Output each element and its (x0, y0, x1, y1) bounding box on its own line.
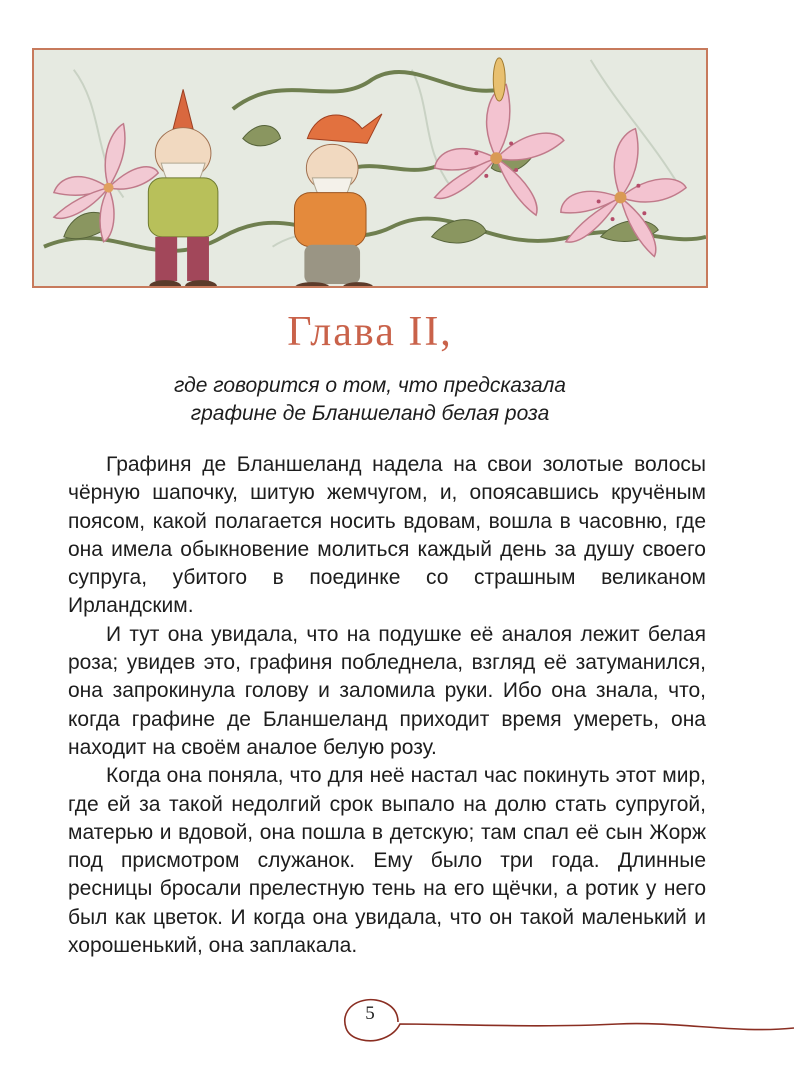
paragraph: Графиня де Бланшеланд надела на свои золотые волосы чёрную шапочку, шитую жемчугом, и, опоясавшись кручёным поясом, какой полагается носить вдовам, вошла в часовню, где она имела обыкновение молиться каждый день за душу своего супруга, убитого в поединке со страшным великаном Ирландским. (68, 453, 706, 618)
page-number-ornament (338, 994, 794, 1054)
chapter-body (68, 451, 706, 960)
chapter-title: Глава II, (287, 309, 453, 355)
gnomes-and-lilies-illustration (32, 48, 708, 288)
chapter-subtitle (0, 372, 740, 428)
page-number: 5 (365, 1003, 375, 1024)
swirl-ornament (338, 994, 794, 1054)
subtitle-line: где говорится о том, что предсказала (174, 374, 566, 397)
paragraph: И тут она увидала, что на подушке её аналоя лежит белая роза; увидев это, графиня побледнела, взгляд её затуманился, она запрокинула голову и заломила руки. Ибо она знала, что, когда графине де Бланшеланд приходит время умереть, она находит на своём аналое белую розу. (68, 622, 706, 759)
subtitle-line: графине де Бланшеланд белая роза (190, 402, 550, 425)
paragraph: Когда она поняла, что для неё настал час покинуть этот мир, где ей за такой недолгий срок выпало на долю стать супругой, матерью и вдовой, она пошла в детскую; там спал её сын Жорж под присмотром служанок. Ему было три года. Длинные ресницы бросали прелестную тень на его щёчки, а ротик у него был как цветок. И когда она увидала, что он такой маленький и хорошенький, она заплакала. (68, 764, 706, 958)
